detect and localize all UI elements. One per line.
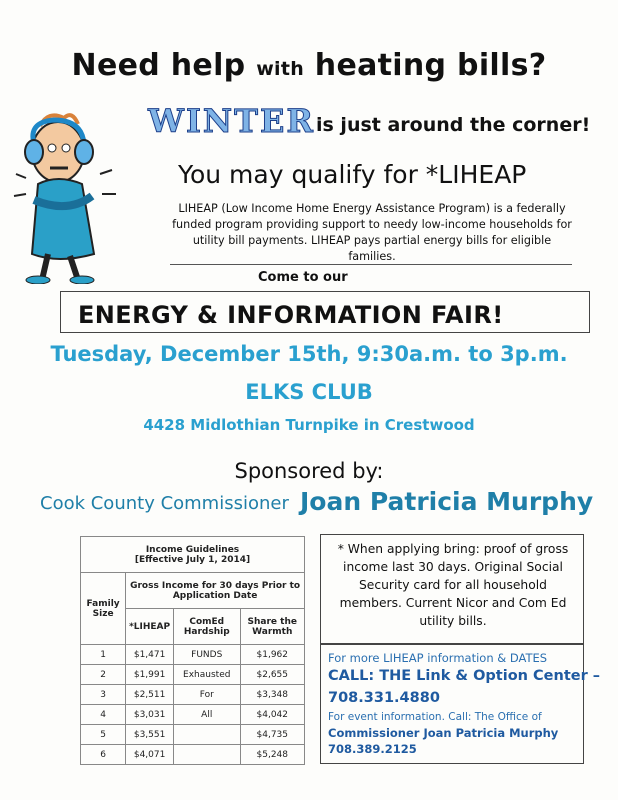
come-to-text: Come to our — [258, 270, 348, 285]
cell-liheap: $1,471 — [126, 645, 174, 665]
family-size-header: Family Size — [81, 573, 126, 645]
table-title — [81, 537, 305, 573]
sponsored-by: Sponsored by: — [234, 459, 384, 483]
headline-small: with — [256, 58, 305, 80]
table-title-text: Income Guidelines — [145, 544, 240, 555]
table-row — [81, 745, 305, 765]
call-info-line2: CALL: THE Link & Option Center – — [328, 668, 601, 684]
divider — [170, 264, 572, 265]
commissioner-title: Cook County Commissioner — [40, 493, 289, 514]
liheap-description: LIHEAP (Low Income Home Energy Assistance Program) is a federally funded program providing support to needy low-income households for utility bill payments. LIHEAP pays partial energy bills for eligible families. — [172, 202, 572, 263]
headline — [0, 48, 618, 83]
table-row — [81, 705, 305, 725]
col-share: Share the Warmth — [240, 609, 305, 645]
gross-income-header: Gross Income for 30 days Prior to Application Date — [126, 573, 305, 609]
bring-instructions: * When applying bring: proof of gross income last 30 days. Original Social Security card for all household members. Current Nicor and Com Ed utility bills. — [337, 542, 569, 628]
cell-size: 6 — [81, 745, 126, 765]
cell-liheap: $1,991 — [126, 665, 174, 685]
table-row — [81, 665, 305, 685]
cell-share: $5,248 — [240, 745, 305, 765]
cell-comed — [174, 725, 241, 745]
call-info-line5: Commissioner Joan Patricia Murphy — [328, 726, 559, 740]
cell-share: $2,655 — [240, 665, 305, 685]
cell-liheap: $2,511 — [126, 685, 174, 705]
cell-share: $1,962 — [240, 645, 305, 665]
qualify-heading: You may qualify for *LIHEAP — [178, 160, 527, 189]
cell-comed: FUNDS — [174, 645, 241, 665]
cell-size: 3 — [81, 685, 126, 705]
cell-size: 1 — [81, 645, 126, 665]
table-title-row — [81, 537, 305, 573]
headline-part2: heating bills? — [304, 48, 547, 83]
table-row — [81, 725, 305, 745]
cell-share: $3,348 — [240, 685, 305, 705]
cell-share: $4,735 — [240, 725, 305, 745]
commissioner-name: Joan Patricia Murphy — [300, 487, 594, 516]
call-info-line1: For more LIHEAP information & DATES — [328, 651, 548, 665]
col-comed: ComEd Hardship — [174, 609, 241, 645]
cell-liheap: $3,031 — [126, 705, 174, 725]
fair-title: ENERGY & INFORMATION FAIR! — [78, 301, 504, 329]
cell-size: 5 — [81, 725, 126, 745]
event-date: Tuesday, December 15th, 9:30a.m. to 3p.m. — [50, 342, 568, 366]
event-venue: ELKS CLUB — [245, 380, 373, 404]
corner-text: is just around the corner! — [316, 114, 591, 136]
winter-line — [148, 102, 608, 142]
event-address: 4428 Midlothian Turnpike in Crestwood — [143, 416, 475, 434]
cell-size: 4 — [81, 705, 126, 725]
cell-size: 2 — [81, 665, 126, 685]
income-guidelines-table — [80, 536, 305, 765]
cell-comed: Exhausted — [174, 665, 241, 685]
winter-word: WINTER — [148, 102, 315, 140]
cell-comed — [174, 745, 241, 765]
cell-share: $4,042 — [240, 705, 305, 725]
table-effective: [Effective July 1, 2014] — [134, 554, 251, 565]
table-row — [81, 685, 305, 705]
shivering-man-illustration — [8, 104, 168, 284]
cell-liheap: $3,551 — [126, 725, 174, 745]
cell-comed: For — [174, 685, 241, 705]
call-phone-2: 708.389.2125 — [328, 742, 417, 756]
col-liheap: *LIHEAP — [126, 609, 174, 645]
headline-part1: Need help — [71, 48, 257, 83]
cell-comed: All — [174, 705, 241, 725]
cell-liheap: $4,071 — [126, 745, 174, 765]
table-header-row — [81, 573, 305, 609]
call-info-line4: For event information. Call: The Office of — [328, 711, 542, 723]
table-row — [81, 645, 305, 665]
call-phone-1: 708.331.4880 — [328, 690, 440, 706]
